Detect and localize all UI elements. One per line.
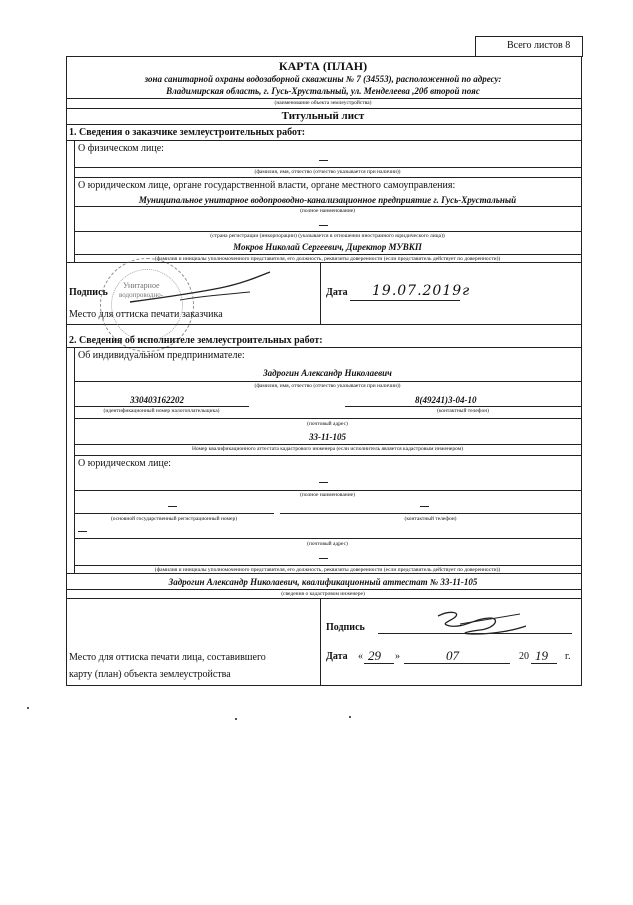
executor-date-year-end: г. [565, 651, 571, 662]
entrepreneur-name-caption: (фамилия, имя, отчество (отчество указывается при наличии)) [254, 383, 401, 389]
legal-postal-caption: (почтовый адрес) [307, 541, 348, 547]
country-caption: (страна регистрации (инкорпорации) (указывается в отношении иностранного юридического лица)) [210, 233, 445, 239]
executor-seal-line-1: Место для оттиска печати лица, составившего [69, 652, 266, 663]
sheets-count: Всего листов 8 [507, 40, 571, 51]
executor-seal-line-2: карту (план) объекта землеустройства [69, 669, 231, 680]
legal-full-name-caption: (полное наименование) [300, 492, 355, 498]
engineer-caption: (сведения о кадастровом инженере) [281, 591, 365, 597]
title-sheet-heading: Титульный лист [281, 110, 365, 122]
attestat-caption: Номер квалификационного аттестата кадастрового инженера (если исполнитель является кадастровым инженером) [191, 446, 464, 452]
customer-date-value: 19.07.2019г [372, 283, 471, 299]
executor-date-month: 07 [446, 648, 459, 663]
scan-mark-2 [235, 718, 237, 720]
attestat-number: 33-11-105 [309, 432, 346, 442]
executor-date-year-prefix: 20 [519, 651, 529, 662]
legal-phone-caption: (контактный телефон) [404, 516, 457, 522]
ogrn-caption: (основной государственный регистрационный номер) [110, 516, 238, 522]
cadastral-engineer: Задрогин Александр Николаевич, квалификационный аттестат № 33-11-105 [168, 577, 478, 587]
representative-caption: (фамилия и инициалы уполномоченного представителя, его должность, реквизиты доверенности (если представитель действует по доверенности)) [154, 256, 501, 262]
object-caption: (наименование объекта землеустройства) [274, 100, 372, 106]
entrepreneur-label: Об индивидуальном предпринимателе: [78, 350, 245, 361]
full-name-caption: (полное наименование) [300, 208, 355, 214]
executor-date-label: Дата [326, 651, 348, 662]
phone-caption: (контактный телефон) [437, 408, 489, 414]
scan-mark-3 [349, 716, 351, 718]
customer-representative: Мокров Николай Сергеевич, Директор МУВКП [233, 242, 422, 252]
entrepreneur-phone: 8(49241)3-04-10 [415, 395, 477, 405]
stamp-text-2: водопроводно- [119, 291, 164, 299]
quote-open-1: « [358, 651, 363, 662]
executor-signature [420, 606, 530, 640]
stamp-text-1: Унитарное [123, 281, 160, 290]
entrepreneur-name: Задрогин Александр Николаевич [263, 368, 392, 378]
executor-date-year: 19 [535, 648, 548, 663]
scan-mark-1 [27, 707, 29, 709]
object-line-1: зона санитарной охраны водозаборной скважины № 7 (34553), расположенной по адресу: [144, 74, 502, 84]
customer-date-label: Дата [326, 287, 348, 298]
executor-date-day: 29 [368, 648, 381, 663]
postal-caption: (почтовый адрес) [307, 421, 348, 427]
individual-label: О физическом лице: [78, 143, 164, 154]
individual-caption: (фамилия, имя, отчество (отчество указывается при наличии)) [254, 169, 401, 175]
inn-caption: (идентификационный номер налогоплательщика) [103, 408, 220, 414]
legal-entity-label: О юридическом лице, органе государственной власти, органе местного самоуправления: [78, 180, 456, 191]
legal-rep-caption: (фамилия и инициалы уполномоченного представителя, его должность, реквизиты доверенности (если представитель действует по доверенности)) [154, 567, 501, 573]
entrepreneur-inn: 330403162202 [130, 395, 184, 405]
customer-org-name: Муниципальное унитарное водопроводно-канализационное предприятие г. Гусь-Хрустальный [138, 195, 517, 205]
customer-seal-label: Место для оттиска печати заказчика [69, 309, 223, 320]
section1-heading: 1. Сведения о заказчике землеустроительных работ: [69, 127, 306, 138]
object-line-2: Владимирская область, г. Гусь-Хрустальный, ул. Менделеева ,20б второй пояс [166, 86, 480, 96]
section2-heading: 2. Сведения об исполнителе землеустроительных работ: [69, 335, 323, 346]
quote-close-1: » [395, 651, 400, 662]
customer-signature-label: Подпись [69, 287, 108, 298]
legal-entity-label-2: О юридическом лице: [78, 458, 172, 469]
document-title: КАРТА (ПЛАН) [278, 59, 368, 73]
executor-signature-label: Подпись [326, 622, 365, 633]
